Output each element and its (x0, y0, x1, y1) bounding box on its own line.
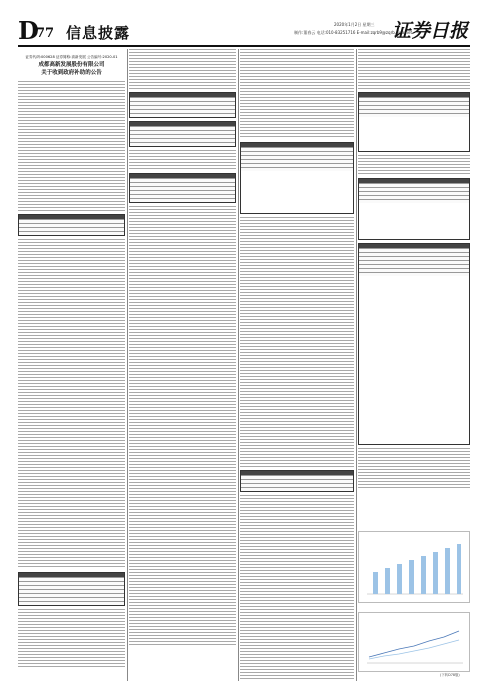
bar-chart-svg (359, 532, 469, 602)
notice-title-line1: 成都高新发展股份有限公司 (38, 62, 105, 68)
body-text (129, 206, 236, 646)
data-table (358, 243, 470, 445)
notice-title-line2: 关于收到政府补助的公告 (41, 69, 102, 76)
body-text (240, 217, 354, 467)
column-3 (240, 49, 354, 681)
body-text (240, 495, 354, 681)
body-text (129, 49, 236, 89)
body-text (129, 150, 236, 170)
section-title: 信息披露 (66, 24, 131, 42)
data-table (129, 121, 236, 147)
data-table (240, 470, 354, 492)
data-table (358, 178, 470, 240)
date-line: 2020年1月2日 星期三 (334, 22, 375, 27)
body-text (240, 49, 354, 139)
header-rule (18, 45, 470, 47)
notice-heading (18, 55, 125, 77)
data-table (240, 142, 354, 214)
body-text (358, 49, 470, 89)
column-2 (129, 49, 236, 681)
data-table (18, 214, 125, 236)
body-text (358, 448, 470, 488)
page-header (18, 18, 470, 45)
editor-line: 制作:董春云 电话:010-83251716 E-mail:zqrb9@zqrb.sina.net (294, 30, 413, 35)
data-table (358, 92, 470, 152)
page-number: 77 (36, 26, 55, 41)
data-table (129, 92, 236, 118)
column-divider (238, 49, 239, 681)
newspaper-logo: 证券日报 (391, 20, 468, 42)
data-table (18, 572, 125, 606)
column-1 (18, 49, 125, 681)
bar-chart-top (358, 531, 470, 603)
line-chart-svg (359, 613, 469, 671)
column-divider (356, 49, 357, 681)
body-text (18, 239, 125, 569)
body-text (18, 609, 125, 669)
data-table (129, 173, 236, 203)
column-divider (127, 49, 128, 681)
body-text (18, 81, 125, 211)
continued-note: (下转D78版) (440, 673, 460, 677)
page-letter: D (18, 16, 39, 45)
notice-code-line: 证券代码:000628 证券简称:高新发展 公告编号:2020-01 (25, 55, 118, 59)
body-text (358, 155, 470, 175)
line-chart-bottom (358, 612, 470, 672)
